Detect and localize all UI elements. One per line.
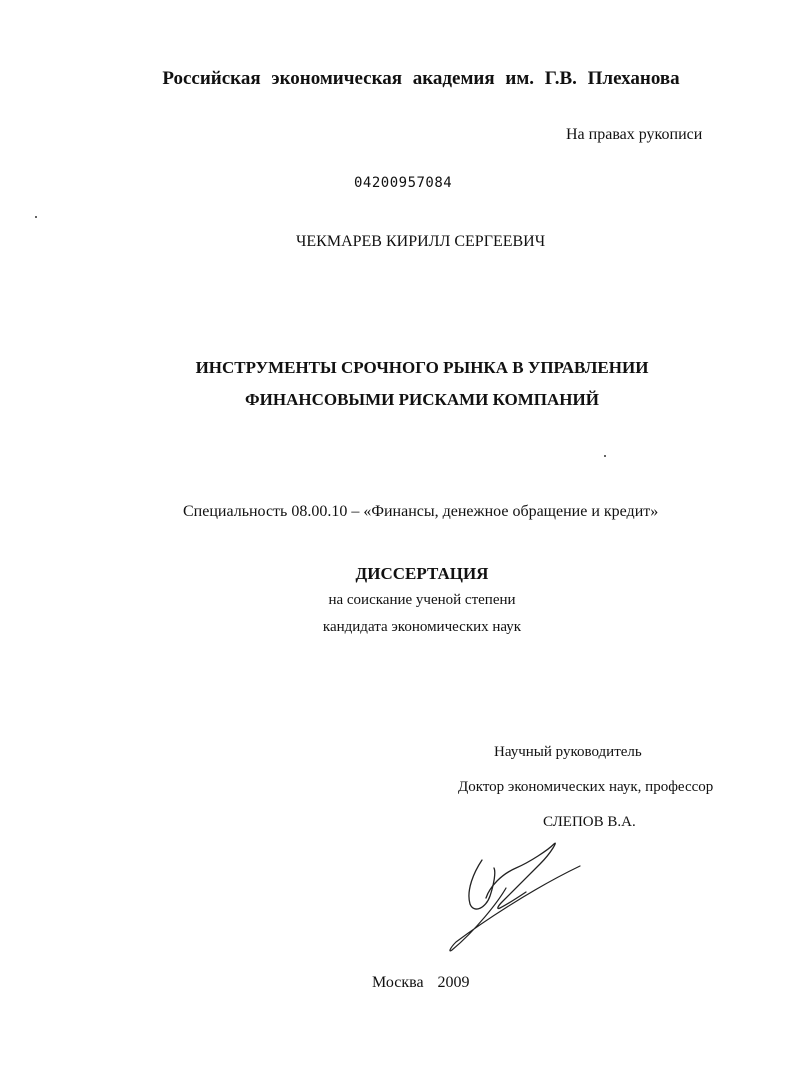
handwritten-signature [440,838,590,958]
institution-name: Российская экономическая академия им. Г.В. Плеханова [162,68,680,89]
document-type: ДИССЕРТАЦИЯ [355,564,489,583]
title-line-1: ИНСТРУМЕНТЫ СРОЧНОГО РЫНКА В УПРАВЛЕНИИ [195,358,649,377]
title-line-2: ФИНАНСОВЫМИ РИСКАМИ КОМПАНИЙ [245,390,599,409]
manuscript-rights-note: На правах рукописи [566,126,703,143]
degree-line-1: на соискание ученой степени [328,592,516,608]
document-code: 04200957084 [354,175,453,191]
publication-place-year [372,974,470,992]
advisor-label: Научный руководитель [494,744,642,760]
city: Москва [372,974,424,991]
advisor-title: Доктор экономических наук, профессор [458,779,714,795]
scan-speck [35,216,37,218]
specialty-line: Специальность 08.00.10 – «Финансы, денежное обращение и кредит» [183,503,659,520]
degree-line-2: кандидата экономических наук [322,619,522,635]
scan-speck [604,455,606,457]
dissertation-title [0,352,796,416]
advisor-name: СЛЕПОВ В.А. [543,814,636,830]
year: 2009 [437,974,470,991]
author-name: ЧЕКМАРЕВ КИРИЛЛ СЕРГЕЕВИЧ [296,233,546,250]
